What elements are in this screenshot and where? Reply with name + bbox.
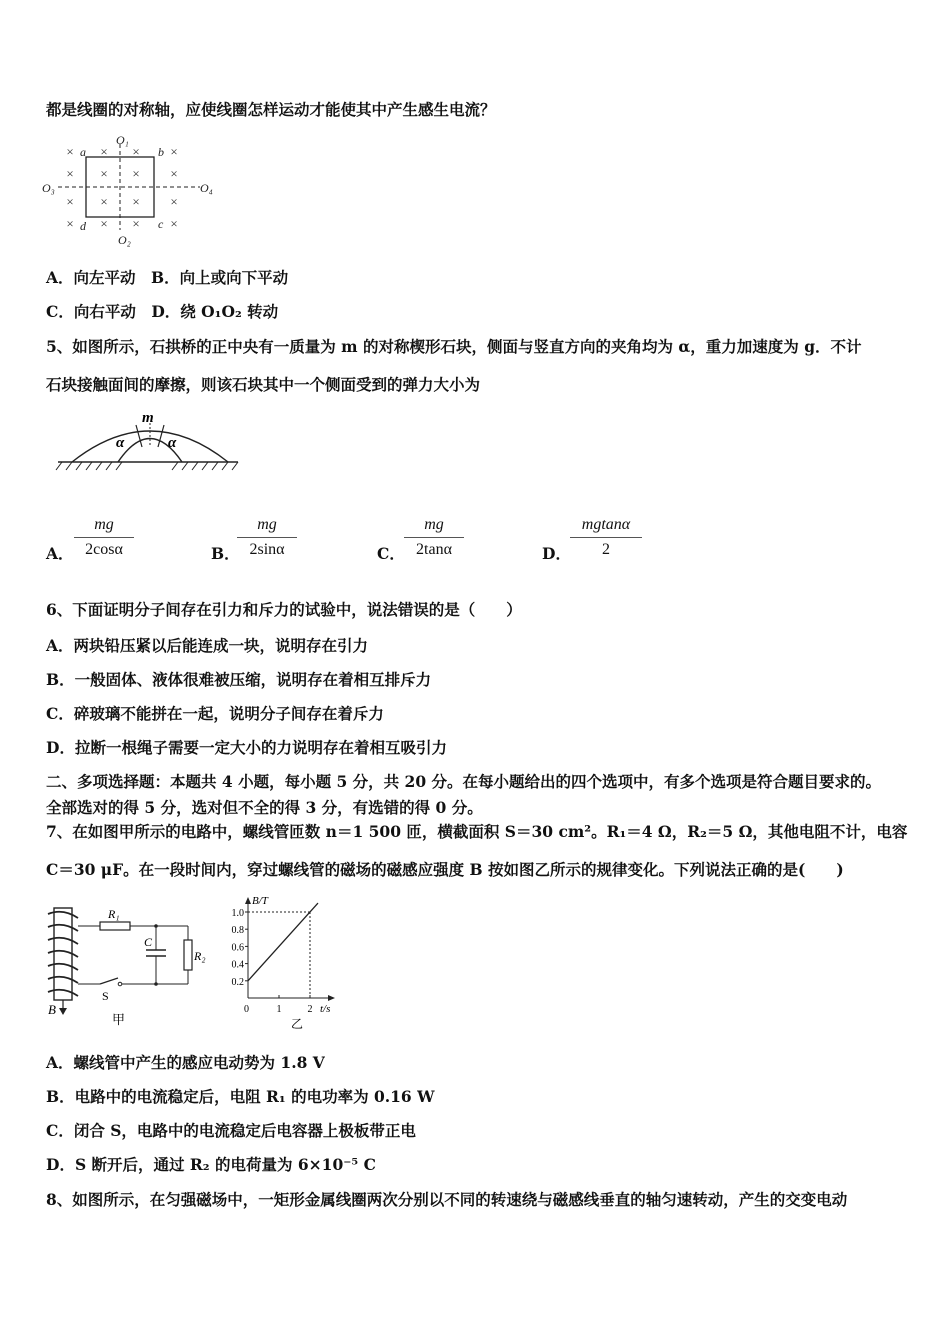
label-b-field: B xyxy=(48,1002,56,1017)
q7-b-t-graph xyxy=(222,890,352,1030)
y-tick-label: 0.4 xyxy=(231,959,244,971)
label-c: c xyxy=(158,217,164,231)
b-t-series-line xyxy=(248,903,318,981)
svg-text:×: × xyxy=(170,144,178,159)
svg-text:×: × xyxy=(100,194,108,209)
label-o4: O₄ xyxy=(200,181,213,195)
svg-text:×: × xyxy=(66,144,74,159)
q5-label-alpha-left: α xyxy=(116,435,125,451)
svg-text:×: × xyxy=(100,144,108,159)
q5-option-b-label: B． xyxy=(211,544,240,563)
q7-option-d: D．S 断开后，通过 R₂ 的电荷量为 6×10⁻⁵ C xyxy=(46,1155,376,1174)
x-axis-label: t/s xyxy=(320,1003,331,1015)
q5-stem-line1: 5、如图所示，石拱桥的正中央有一质量为 m 的对称楔形石块，侧面与竖直方向的夹角均为 α，重力加速度为 g．不计 xyxy=(46,337,862,356)
section2-line2: 全部选对的得 5 分，选对但不全的得 3 分，有选错的得 0 分。 xyxy=(46,798,483,817)
q6-option-c: C．碎玻璃不能拼在一起，说明分子间存在着斥力 xyxy=(46,704,384,723)
q7-option-c: C．闭合 S，电路中的电流稳定后电容器上极板带正电 xyxy=(46,1121,416,1140)
q5-option-d-fraction: $\frac{mgtan\alpha}{2}$ xyxy=(570,516,642,559)
q7-stem-line1: 7、在如图甲所示的电路中，螺线管匝数 n＝1 500 匝，横截面积 S＝30 cm²。R₁＝4 Ω，R₂＝5 Ω，其他电阻不计，电容 xyxy=(46,822,908,841)
q4-intro: 都是线圈的对称轴，应使线圈怎样运动才能使其中产生感生电流？ xyxy=(46,100,496,119)
q5-option-a-fraction: $\frac{mg}{2\cos\alpha}$ xyxy=(74,516,134,559)
label-s: S xyxy=(102,989,109,1003)
y-axis-arrow xyxy=(245,897,251,904)
q5-label-alpha-right: α xyxy=(168,435,177,451)
svg-text:×: × xyxy=(66,216,74,231)
q6-stem: 6、下面证明分子间存在引力和斥力的试验中，说法错误的是（ ） xyxy=(46,600,522,619)
label-a: a xyxy=(80,145,86,159)
q5-option-a-label: A． xyxy=(46,544,74,563)
q5-arch-bridge-figure xyxy=(50,405,245,475)
svg-text:×: × xyxy=(132,216,140,231)
label-d: d xyxy=(80,219,86,233)
svg-text:×: × xyxy=(170,194,178,209)
label-r1: R₁ xyxy=(108,907,120,921)
y-tick-label: 0.8 xyxy=(231,925,244,937)
q4-options-row2: C．向右平动 D．绕 O₁O₂ 转动 xyxy=(46,302,279,321)
caption-yi: 乙 xyxy=(291,1017,304,1030)
svg-text:×: × xyxy=(132,194,140,209)
q6-option-a: A．两块铅压紧以后能连成一块，说明存在引力 xyxy=(46,636,369,655)
y-axis-label: B/T xyxy=(252,895,268,907)
caption-jia: 甲 xyxy=(112,1012,126,1027)
q6-option-d: D．拉断一根绳子需要一定大小的力说明存在着相互吸引力 xyxy=(46,738,447,757)
q7-option-a: A．螺线管中产生的感应电动势为 1.8 V xyxy=(46,1053,325,1072)
svg-text:×: × xyxy=(132,144,140,159)
q4-coil-figure xyxy=(40,130,230,248)
q7-option-b: B．电路中的电流稳定后，电阻 R₁ 的电功率为 0.16 W xyxy=(46,1087,435,1106)
solenoid-coils xyxy=(48,912,78,996)
q5-stem-line2: 石块接触面间的摩擦，则该石块其中一个侧面受到的弹力大小为 xyxy=(46,375,481,394)
switch-s xyxy=(100,978,118,984)
svg-text:×: × xyxy=(100,166,108,181)
q5-label-m: m xyxy=(142,410,154,426)
q5-option-c-label: C． xyxy=(377,544,405,563)
svg-text:×: × xyxy=(100,216,108,231)
y-tick-label: 0.6 xyxy=(231,942,244,954)
label-o1: O₁ xyxy=(116,133,129,147)
svg-text:×: × xyxy=(170,166,178,181)
q7-circuit-figure xyxy=(40,900,215,1030)
origin-label: 0 xyxy=(244,1004,249,1015)
svg-text:×: × xyxy=(66,166,74,181)
y-tick-label: 1.0 xyxy=(231,908,244,919)
q7-stem-line2: C＝30 μF。在一段时间内，穿过螺线管的磁场的磁感应强度 B 按如图乙所示的规律变化。下列说法正确的是( ) xyxy=(46,860,844,879)
svg-text:×: × xyxy=(66,194,74,209)
q6-option-b: B．一般固体、液体很难被压缩，说明存在着相互排斥力 xyxy=(46,670,432,689)
label-c: C xyxy=(144,935,153,949)
q5-option-c-fraction: $\frac{mg}{2\tan\alpha}$ xyxy=(404,516,464,559)
x-tick-label: 2 xyxy=(307,1004,313,1015)
label-b: b xyxy=(158,145,164,159)
resistor-r2 xyxy=(184,940,192,970)
q8-stem-line1: 8、如图所示，在匀强磁场中，一矩形金属线圈两次分别以不同的转速绕与磁感线垂直的轴匀速转动，产生的交变电动 xyxy=(46,1190,848,1209)
q5-option-d-label: D． xyxy=(542,544,571,563)
q5-option-b-fraction: $\frac{mg}{2\sin\alpha}$ xyxy=(237,516,297,559)
x-axis-arrow xyxy=(328,995,335,1001)
label-r2: R₂ xyxy=(194,949,206,963)
x-tick-label: 1 xyxy=(276,1004,282,1015)
resistor-r1 xyxy=(100,922,130,930)
label-o3: O₃ xyxy=(42,181,55,195)
q4-options-row1: A．向左平动 B．向上或向下平动 xyxy=(46,268,289,287)
y-tick-label: 0.2 xyxy=(231,976,244,988)
svg-text:×: × xyxy=(132,166,140,181)
section2-line1: 二、多项选择题：本题共 4 小题，每小题 5 分，共 20 分。在每小题给出的四个选项中，有多个选项是符合题目要求的。 xyxy=(46,772,882,791)
svg-text:×: × xyxy=(170,216,178,231)
label-o2: O₂ xyxy=(118,233,131,247)
